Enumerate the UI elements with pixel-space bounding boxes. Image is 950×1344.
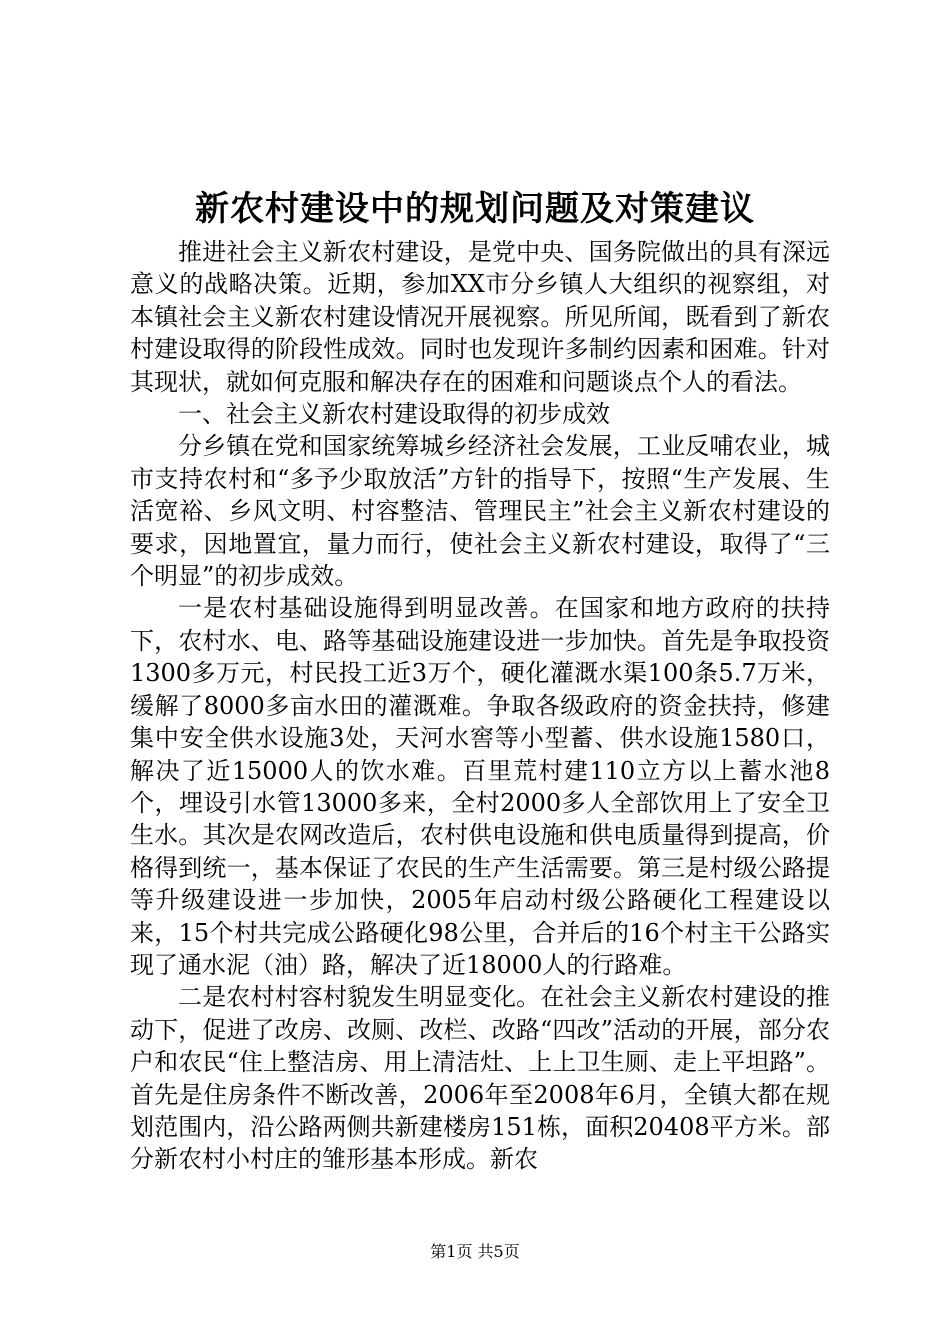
paragraph-overview: 分乡镇在党和国家统筹城乡经济社会发展，工业反哺农业，城市支持农村和“多予少取放活”方针的指导下，按照“生产发展、生活宽裕、乡风文明、村容整洁、管理民主”社会主义新农村建设的要求，因地置宜，量力而行，使社会主义新农村建设，取得了“三个明显”的初步成效。 [130, 432, 830, 591]
page-title: 新农村建设中的规划问题及对策建议 [195, 189, 755, 229]
section-heading-1: 一、社会主义新农村建设取得的初步成效 [178, 400, 610, 429]
paragraph-intro: 推进社会主义新农村建设，是党中央、国务院做出的具有深远意义的战略决策。近期，参加XX市分乡镇人大组织的视察组，对本镇社会主义新农村建设情况开展视察。所见所闻，既看到了新农村建设取得的阶段性成效。同时也发现许多制约因素和困难。针对其现状，就如何克服和解决存在的困难和问题谈点个人的看法。 [130, 238, 830, 396]
document-body [130, 236, 830, 1176]
paragraph-village-appearance: 二是农村村容村貌发生明显变化。在社会主义新农村建设的推动下，促进了改房、改厕、改栏、改路“四改”活动的开展，部分农户和农民“住上整洁房、用上清洁灶、上上卫生厕、走上平坦路”。首先是住房条件不断改善，2006年至2008年6月，全镇大都在规划范围内，沿公路两侧共新建楼房151栋，面积20408平方米。部分新农村小村庄的雏形基本形成。新农 [130, 983, 830, 1174]
paragraph-infrastructure: 一是农村基础设施得到明显改善。在国家和地方政府的扶持下，农村水、电、路等基础设施建设进一步加快。首先是争取投资1300多万元，村民投工近3万个，硬化灌溉水渠100条5.7万米，缓解了8000多亩水田的灌溉难。争取各级政府的资金扶持，修建集中安全供水设施3处，天河水窖等小型蓄、供水设施1580口，解决了近15000人的饮水难。百里荒村建110立方以上蓄水池8个，埋设引水管13000多来，全村2000多人全部饮用上了安全卫生水。其次是农网改造后，农村供电设施和供电质量得到提高，价格得到统一，基本保证了农民的生产生活需要。第三是村级公路提等升级建设进一步加快，2005年启动村级公路硬化工程建设以来，15个村共完成公路硬化98公里，合并后的16个村主干公路实现了通水泥（油）路，解决了近18000人的行路难。 [130, 594, 830, 979]
page-footer: 第1页 共5页 [430, 1242, 520, 1261]
